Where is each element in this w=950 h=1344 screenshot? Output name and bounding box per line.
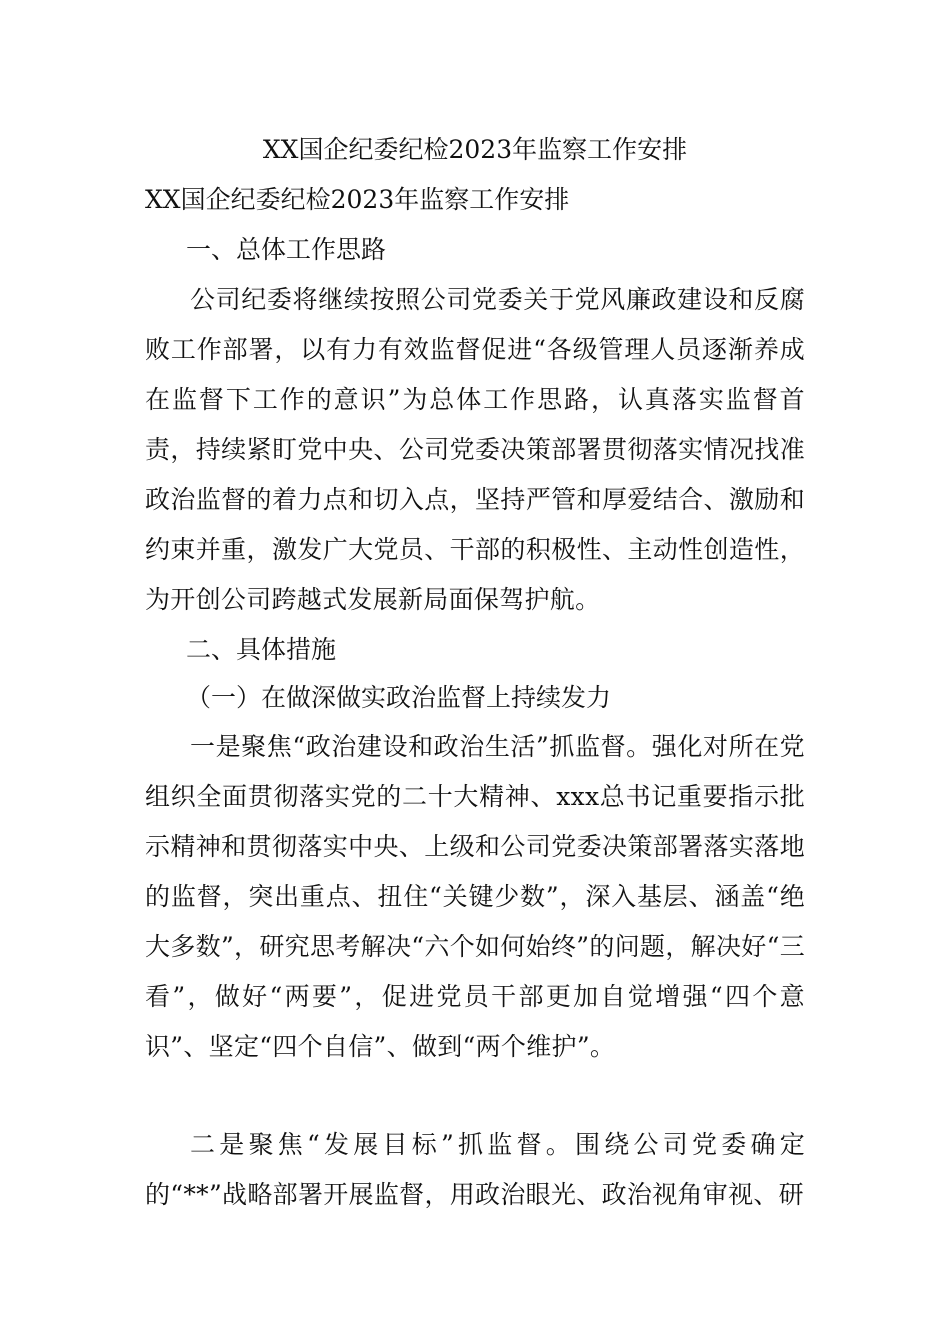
section-paragraph-overall-approach: 公司纪委将继续按照公司党委关于党风廉政建设和反腐败工作部署，以有力有效监督促进“各级管理人员逐渐养成在监督下工作的意识”为总体工作思路，认真落实监督首责，持续紧盯党中央、公司党委决策部署贯彻落实情况找准政治监督的着力点和切入点，坚持严管和厚爱结合、激励和约束并重，激发广大党员、干部的积极性、主动性创造性，为开创公司跨越式发展新局面保驾护航。 xyxy=(145,285,805,614)
subsection-heading-political-supervision: （一）在做深做实政治监督上持续发力 xyxy=(186,683,612,712)
paragraph-development-goals: 二是聚焦“发展目标”抓监督。围绕公司党委确定的“**”战略部署开展监督，用政治眼光、政治视角审视、研 xyxy=(145,1130,805,1209)
document-title: XX国企纪委纪检2023年监察工作安排 xyxy=(262,135,688,164)
section-heading-overall-approach: 一、总体工作思路 xyxy=(186,235,387,264)
document-subtitle: XX国企纪委纪检2023年监察工作安排 xyxy=(145,185,570,214)
section-heading-specific-measures: 二、具体措施 xyxy=(186,635,337,664)
paragraph-political-building: 一是聚焦“政治建设和政治生活”抓监督。强化对所在党组织全面贯彻落实党的二十大精神、xxx总书记重要指示批示精神和贯彻落实中央、上级和公司党委决策部署落实落地的监督，突出重点、扭住“关键少数”，深入基层、涵盖“绝大多数”，研究思考解决“六个如何始终”的问题，解决好“三看”，做好“两要”，促进党员干部更加自觉增强“四个意识”、坚定“四个自信”、做到“两个维护”。 xyxy=(145,732,805,1061)
